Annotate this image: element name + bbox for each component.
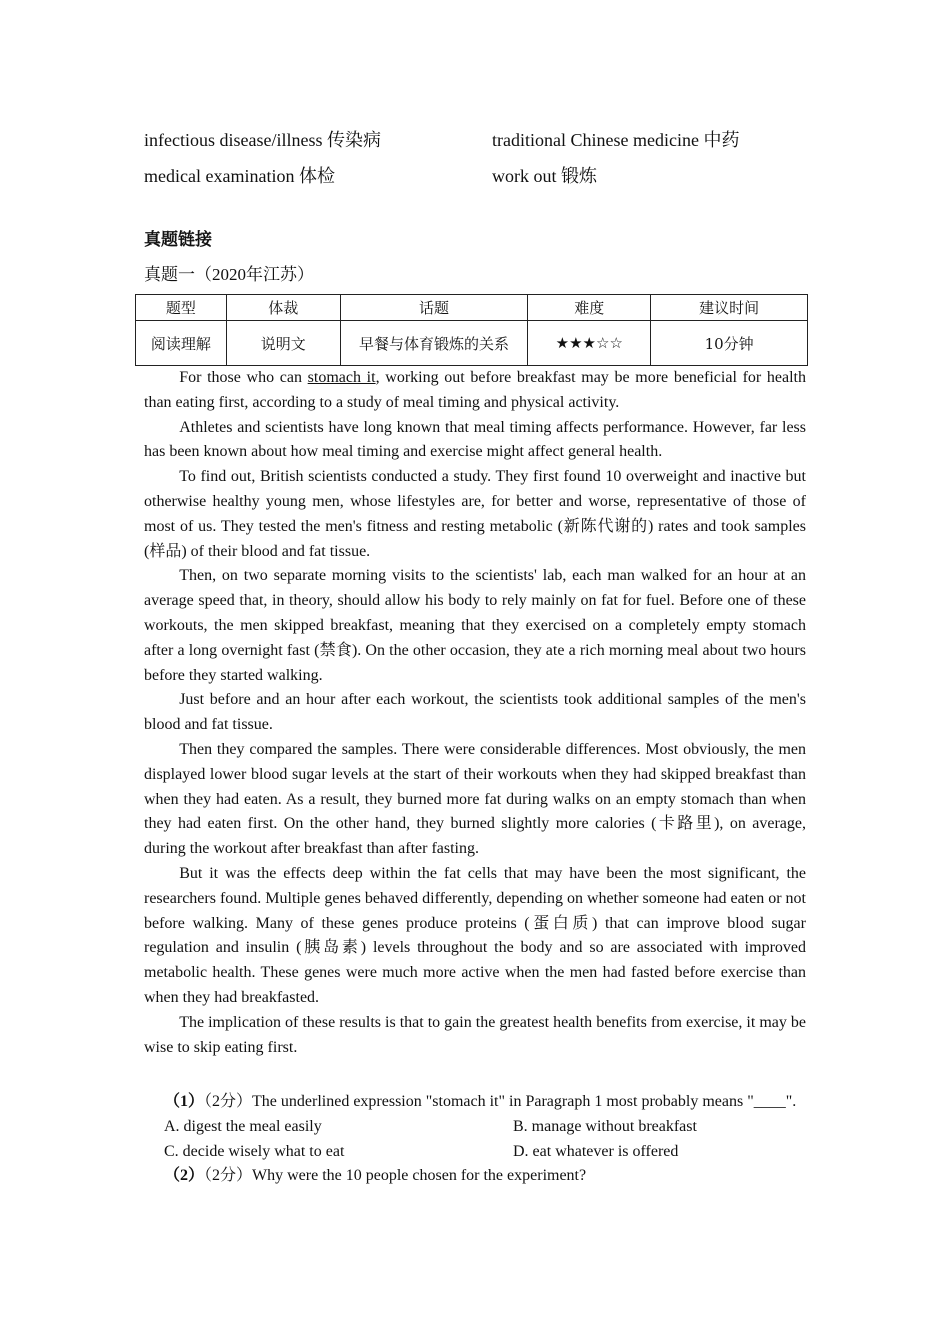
table-header-cell: 建议时间 [651,295,808,321]
vocab-item: medical examination 体检 [144,166,335,186]
question-stem: （2分）Why were the 10 people chosen for the experiment? [204,1167,587,1185]
option-d[interactable]: D. eat whatever is offered [513,1142,679,1160]
question-2 [144,1164,806,1189]
paragraph-6: Then they compared the samples. There were considerable differences. Most obviously, the men displayed lower blood sugar levels at the start of their workouts when they had skipped breakfast than when they had eaten. As a result, they burned more fat during walks on an empty stomach than when they had eaten first. On the other hand, they burned slightly more calories (卡路里), on average, during the workout after breakfast than after fasting. [144,740,806,858]
paragraph-3: To find out, British scientists conducted a study. They first found 10 overweight and inactive but otherwise healthy young men, whose lifestyles are, for better and worse, representative of those of most of us. They tested the men's fitness and resting metabolic (新陈代谢的) rates and took samples (样品) of their blood and fat tissue. [144,468,806,560]
question-1 [144,1090,806,1115]
table-cell: 10分钟 [651,321,808,366]
vocab-item: work out 锻炼 [492,166,597,186]
info-table [135,294,808,366]
table-header-cell: 话题 [340,295,528,321]
paragraph-text: , working out before breakfast may be more beneficial for health than eating first, according to a study of meal timing and physical activity. [144,369,807,411]
underlined-expression: stomach it [307,369,376,386]
table-cell: 阅读理解 [136,321,227,366]
table-header-row [136,295,808,321]
option-a[interactable]: A. digest the meal easily [164,1117,322,1135]
section-title: 真题链接 [144,230,212,249]
table-cell-difficulty: ★★★☆☆ [528,321,651,366]
table-cell: 早餐与体育锻炼的关系 [340,321,528,366]
paragraph-text: For those who can [179,369,308,386]
article [144,366,806,1060]
question-1-options [144,1115,806,1165]
table-header-cell: 难度 [528,295,651,321]
paragraph-7: But it was the effects deep within the fat cells that may have been the most significant, the researchers found. Multiple genes behaved differently, depending on whether someone had eaten or not before walking. Many of these genes produce proteins (蛋白质) that can improve blood sugar regulation and insulin (胰岛素) levels throughout the body and so are associated with improved metabolic health. These genes were much more active when the men had fasted before exercise than when they had breakfasted. [144,864,806,1006]
exam-subtitle: 真题一（2020年江苏） [144,265,314,284]
table-row [136,321,808,366]
paragraph-5: Just before and an hour after each workout, the scientists took additional samples of the men's blood and fat tissue. [144,691,806,734]
table-header-cell: 题型 [136,295,227,321]
paragraph-2: Athletes and scientists have long known that meal timing affects performance. However, far less has been known about how meal timing and exercise might affect general health. [144,418,806,461]
questions [144,1090,806,1189]
vocab-item: traditional Chinese medicine 中药 [492,130,740,150]
paragraph-1 [144,366,806,416]
vocab-item: infectious disease/illness 传染病 [144,130,381,150]
question-number: （2） [164,1167,205,1185]
option-b[interactable]: B. manage without breakfast [513,1117,697,1135]
table-header-cell: 体裁 [226,295,340,321]
option-c[interactable]: C. decide wisely what to eat [164,1142,345,1160]
paragraph-4: Then, on two separate morning visits to the scientists' lab, each man walked for an hour at an average speed that, in theory, should allow his body to rely mainly on fat for fuel. Before one of these workouts, the men skipped breakfast, meaning that they exercised on a completely empty stomach after a long overnight fast (禁食). On the other occasion, they ate a rich morning meal about two hours before they started walking. [144,567,806,684]
paragraph-8: The implication of these results is that to gain the greatest health benefits from exercise, it may be wise to skip eating first. [144,1013,806,1056]
question-number: （1） [164,1093,205,1110]
table-cell: 说明文 [226,321,340,366]
question-stem: （2分）The underlined expression "stomach it" in Paragraph 1 most probably means "____". [204,1093,797,1110]
